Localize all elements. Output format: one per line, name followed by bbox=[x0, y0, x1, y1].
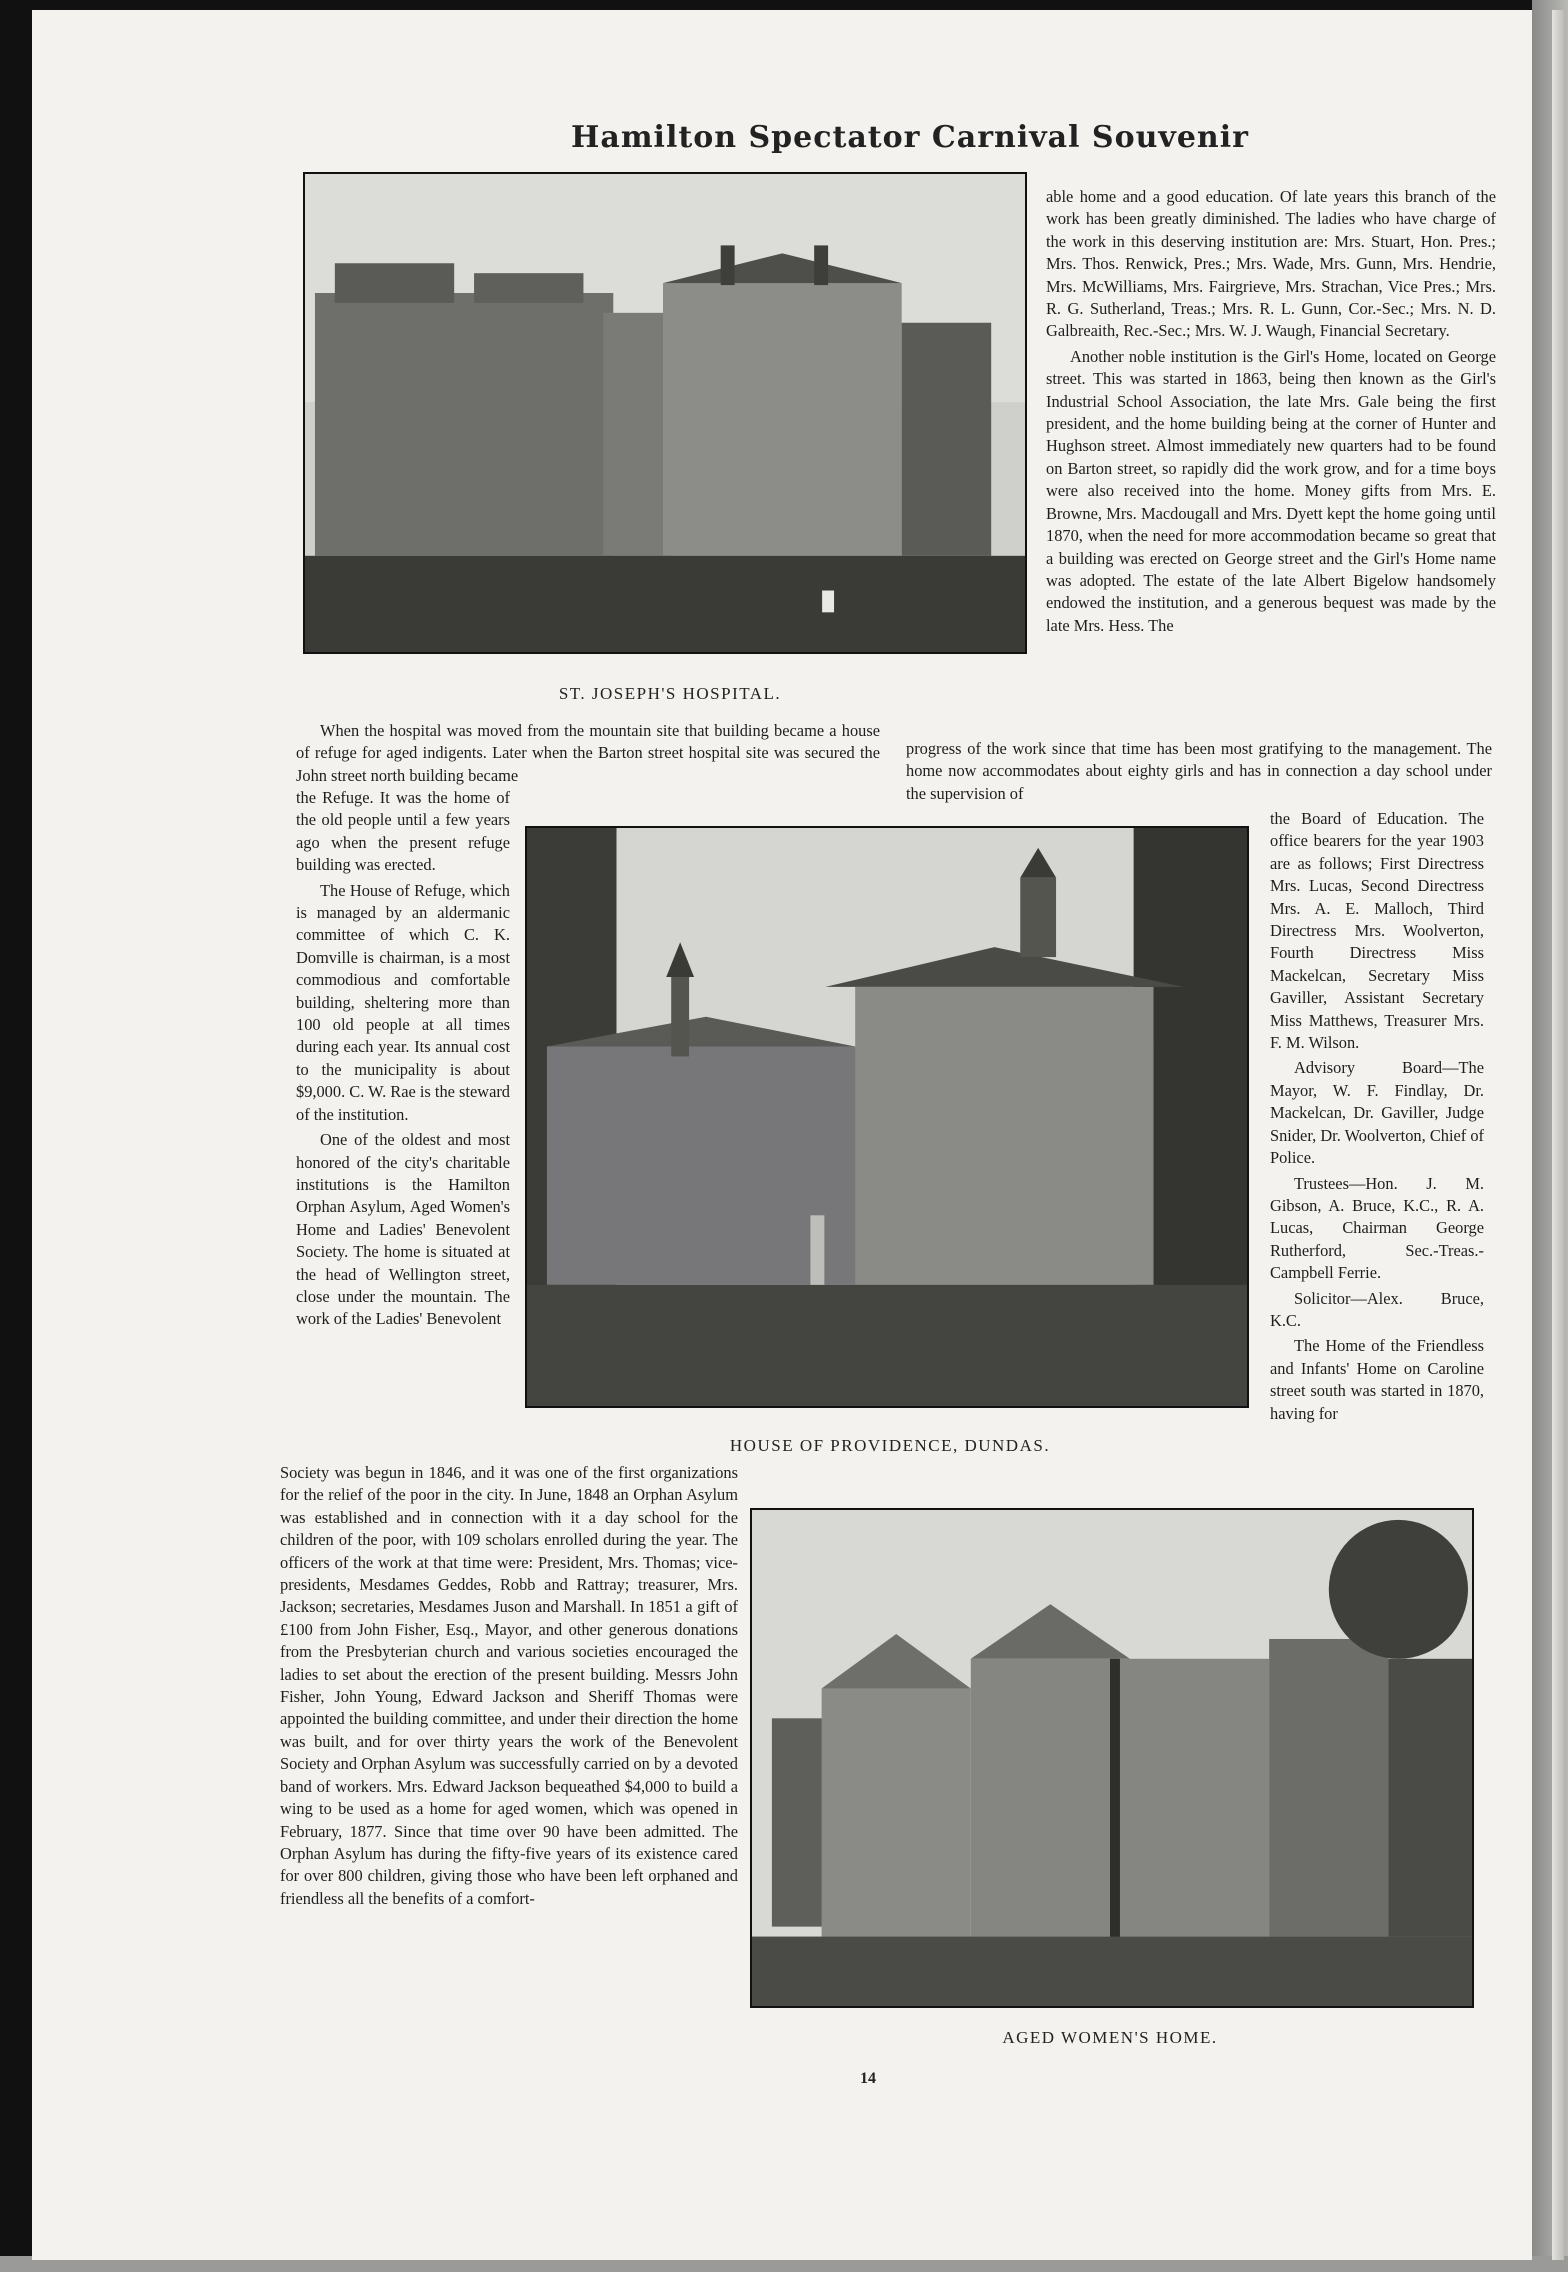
paragraph: The House of Refuge, which is managed by an aldermanic committee of which C. K. Domville is chairman, is a most commodious and comfortable building, sheltering more than 100 old people at all times during each year. Its annual cost to the municipality is about $9,000. C. W. Rae is the steward of the institution. bbox=[296, 880, 510, 1124]
scan-border-left bbox=[0, 0, 32, 2272]
paragraph: The Home of the Friendless and Infants' Home on Caroline street south was started in 1870, having for bbox=[1270, 1336, 1484, 1423]
paragraph: Society was begun in 1846, and it was one of the first organizations for the relief of the poor in the city. In June, 1848 an Orphan Asylum was established and in connection with it a day school for the children of the poor, with 109 scholars enrolled during the year. The officers of the work at that time were: President, Mrs. Thomas; vice-presidents, Mesdames Geddes, Robb and Rattray; treasurer, Mrs. Jackson; secretaries, Mesdames Juson and Marshall. In 1851 a gift of £100 from John Fisher, Esq., Mayor, and other generous donations from the Presbyterian church and various societies encouraged the ladies to set about the erection of the present building. Messrs John Fisher, John Young, Edward Jackson and Sheriff Thomas were appointed the building committee, and under their direction the home was built, and for over thirty years the work of the Benevolent Society and Orphan Asylum was successfully carried on by a devoted band of workers. Mrs. Edward Jackson bequeathed $4,000 to build a wing to be used as a home for aged women, which was opened in February, 1877. Since that time over 90 have been admitted. The Orphan Asylum has during the fifty-five years of its existence cared for over 800 children, giving those who have been left orphaned and friendless all the benefits of a comfort- bbox=[280, 1463, 738, 1908]
text-wide-left bbox=[296, 720, 880, 790]
caption-st-josephs-hospital: ST. JOSEPH'S HOSPITAL. bbox=[558, 684, 782, 703]
caption-house-of-providence: HOUSE OF PROVIDENCE, DUNDAS. bbox=[729, 1436, 1051, 1455]
scan-border-top bbox=[0, 0, 1568, 10]
caption-aged-womens-home: AGED WOMEN'S HOME. bbox=[1002, 2028, 1218, 2047]
page-header: Hamilton Spectator Carnival Souvenir bbox=[571, 120, 1249, 155]
paragraph: the Refuge. It was the home of the old people until a few years ago when the present refuge building was erected. bbox=[296, 788, 510, 875]
page-number: 14 bbox=[860, 2070, 876, 2087]
paragraph: Advisory Board—The Mayor, W. F. Findlay, Dr. Mackelcan, Dr. Gaviller, Judge Snider, Dr. Woolverton, Chief of Police. bbox=[1270, 1058, 1484, 1168]
paragraph: Solicitor—Alex. Bruce, K.C. bbox=[1270, 1288, 1484, 1330]
paragraph: Trustees—Hon. J. M. Gibson, A. Bruce, K.C., R. A. Lucas, Chairman George Rutherford, Sec.-Treas.-Campbell Ferrie. bbox=[1270, 1173, 1484, 1283]
paragraph: progress of the work since that time has been most gratifying to the management. The home now accommodates about eighty girls and has in connection a day school under the supervision of bbox=[906, 739, 1492, 803]
text-wide-right bbox=[906, 738, 1492, 808]
paragraph: One of the oldest and most honored of the city's charitable institutions is the Hamilton Orphan Asylum, Aged Women's Home and Ladies' Benevolent Society. The home is situated at the head of Wellington street, close under the mountain. The work of the Ladies' Benevolent bbox=[296, 1130, 510, 1329]
text-left-narrow bbox=[296, 787, 510, 1334]
photo-st-josephs-hospital bbox=[303, 172, 1027, 654]
paragraph: When the hospital was moved from the mountain site that building became a house of refuge for aged indigents. Later when the Barton street hospital site was secured the John street north building became bbox=[296, 721, 880, 785]
text-left-bottom bbox=[280, 1462, 738, 1913]
photo-aged-womens-home bbox=[750, 1508, 1474, 2008]
text-right-top bbox=[1046, 186, 1496, 640]
paragraph: the Board of Education. The office bearers for the year 1903 are as follows; First Directress Mrs. Lucas, Second Directress Mrs. A. E. Malloch, Third Directress Mrs. Woolverton, Fourth Directress Miss Mackelcan, Secretary Miss Gaviller, Assistant Secretary Miss Matthews, Treasurer Mrs. F. M. Wilson. bbox=[1270, 809, 1484, 1053]
photo-house-of-providence bbox=[525, 826, 1249, 1408]
page-fold bbox=[1552, 10, 1564, 2260]
paragraph: able home and a good education. Of late years this branch of the work has been greatly diminished. The ladies who have charge of the work in this deserving institution are: Mrs. Stuart, Hon. Pres.; Mrs. Thos. Renwick, Pres.; Mrs. Wade, Mrs. Gunn, Mrs. Hendrie, Mrs. McWilliams, Mrs. Fairgrieve, Mrs. Strachan, Vice Pres.; Mrs. R. G. Sutherland, Treas.; Mrs. R. L. Gunn, Cor.-Sec.; Mrs. N. D. Galbreaith, Rec.-Sec.; Mrs. W. J. Waugh, Financial Secretary. bbox=[1046, 187, 1496, 341]
paragraph: Another noble institution is the Girl's Home, located on George street. This was started in 1863, being then known as the Girl's Industrial School Association, the late Mrs. Gale being the first president, and the home building being at the corner of Hunter and Hughson street. Almost immediately new quarters had to be found on Barton street, so rapidly did the work grow, and for a time boys were also received into the home. Money gifts from Mrs. E. Browne, Mrs. Macdougall and Mrs. Dyett kept the home going until 1870, when the need for more accommodation became so great that a building was erected on George street and the Girl's Home name was adopted. The estate of the late Albert Bigelow handsomely endowed the institution, and a generous bequest was made by the late Mrs. Hess. The bbox=[1046, 346, 1496, 635]
text-right-narrow bbox=[1270, 808, 1484, 1428]
